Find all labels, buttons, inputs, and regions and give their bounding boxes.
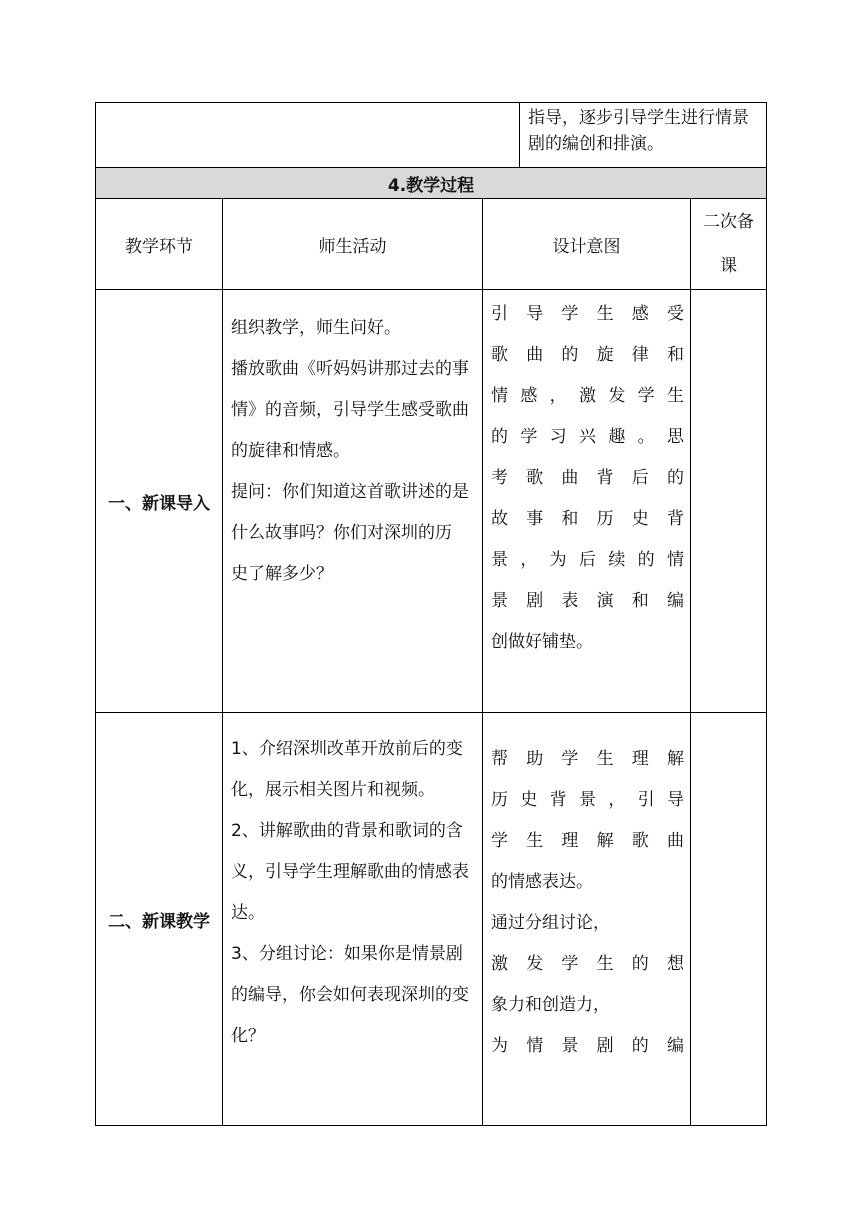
continuation-text-cell bbox=[520, 103, 767, 168]
intent-line: 象力和创造力， bbox=[491, 995, 610, 1015]
table-row bbox=[96, 290, 767, 713]
intent-line: 引导学生感受 bbox=[491, 304, 685, 324]
intent-line: 激发学生的想 bbox=[491, 954, 685, 974]
header-second-prep bbox=[691, 199, 767, 290]
activity-line: 2、讲解歌曲的背景和歌词的含 bbox=[231, 821, 463, 841]
lesson-plan-table bbox=[95, 102, 767, 1126]
header-activity: 师生活动 bbox=[223, 199, 483, 290]
intent-line: 歌曲的旋律和 bbox=[491, 345, 685, 365]
activity-line: 提问：你们知道这首歌讲述的是 bbox=[231, 482, 469, 502]
intent-line: 为情景剧的编 bbox=[491, 1036, 685, 1056]
continuation-line: 剧的编创和排演。 bbox=[528, 134, 665, 154]
activity-line: 化，展示相关图片和视频。 bbox=[231, 780, 435, 800]
column-header-row bbox=[96, 199, 767, 290]
header-intent: 设计意图 bbox=[483, 199, 691, 290]
intent-line: 的学习兴趣。思 bbox=[491, 427, 685, 447]
second-prep-cell bbox=[691, 713, 767, 1126]
activity-line: 的旋律和情感。 bbox=[231, 441, 350, 461]
continuation-line: 指导，逐步引导学生进行情景 bbox=[528, 108, 750, 128]
table-row bbox=[96, 713, 767, 1126]
activity-line: 义，引导学生理解歌曲的情感表 bbox=[231, 862, 469, 882]
activity-cell bbox=[223, 713, 483, 1126]
intent-cell bbox=[483, 713, 691, 1126]
stage-label: 一、新课导入 bbox=[96, 290, 223, 713]
intent-line: 景剧表演和编 bbox=[491, 591, 685, 611]
intent-line: 故事和历史背 bbox=[491, 509, 685, 529]
header-stage: 教学环节 bbox=[96, 199, 223, 290]
continuation-empty-cell bbox=[96, 103, 520, 168]
activity-line: 播放歌曲《听妈妈讲那过去的事 bbox=[231, 359, 469, 379]
continuation-row bbox=[96, 103, 767, 168]
second-prep-cell bbox=[691, 290, 767, 713]
activity-line: 情》的音频，引导学生感受歌曲 bbox=[231, 400, 469, 420]
activity-line: 化？ bbox=[231, 1026, 265, 1046]
intent-line: 的情感表达。 bbox=[491, 872, 593, 892]
intent-line: 考歌曲背后的 bbox=[491, 468, 685, 488]
intent-line: 学生理解歌曲 bbox=[491, 831, 685, 851]
activity-line: 达。 bbox=[231, 903, 265, 923]
intent-line: 创做好铺垫。 bbox=[491, 632, 593, 652]
activity-line: 史了解多少？ bbox=[231, 564, 333, 584]
header-second-prep-line: 二次备 bbox=[703, 212, 755, 232]
activity-line: 的编导，你会如何表现深圳的变 bbox=[231, 985, 469, 1005]
activity-line: 什么故事吗？你们对深圳的历 bbox=[231, 523, 452, 543]
intent-line: 通过分组讨论， bbox=[491, 913, 610, 933]
activity-line: 组织教学，师生问好。 bbox=[231, 318, 401, 338]
activity-line: 1、介绍深圳改革开放前后的变 bbox=[231, 739, 463, 759]
activity-line: 3、分组讨论：如果你是情景剧 bbox=[231, 944, 463, 964]
intent-cell bbox=[483, 290, 691, 713]
activity-cell bbox=[223, 290, 483, 713]
intent-line: 景，为后续的情 bbox=[491, 550, 685, 570]
header-second-prep-line: 课 bbox=[720, 256, 738, 276]
section-header-row bbox=[96, 168, 767, 199]
stage-label: 二、新课教学 bbox=[96, 713, 223, 1126]
intent-line: 历史背景，引导 bbox=[491, 790, 685, 810]
intent-line: 情感，激发学生 bbox=[491, 386, 685, 406]
section-title: 4.教学过程 bbox=[96, 168, 767, 199]
intent-line: 帮助学生理解 bbox=[491, 749, 685, 769]
